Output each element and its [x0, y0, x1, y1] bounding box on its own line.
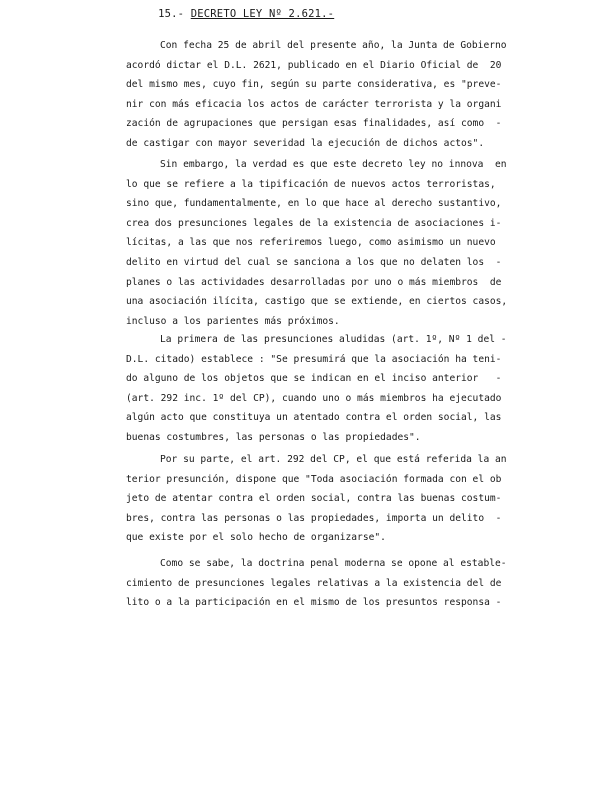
text-line: acordó dictar el D.L. 2621, publicado en el Diario Oficial de 20	[126, 59, 502, 71]
text-line: do alguno de los objetos que se indican en el inciso anterior -	[126, 373, 502, 385]
text-line: incluso a los parientes más próximos.	[126, 315, 340, 327]
text-line: zación de agrupaciones que persigan esas finalidades, así como -	[126, 118, 502, 130]
text-line: una asociación ilícita, castigo que se extiende, en ciertos casos,	[126, 296, 508, 308]
text-line: buenas costumbres, las personas o las propiedades".	[126, 431, 421, 443]
paragraph-4	[126, 450, 566, 548]
text-line: Con fecha 25 de abril del presente año, la Junta de Gobierno	[160, 40, 507, 51]
text-line: Sin embargo, la verdad es que este decreto ley no innova en	[160, 159, 507, 170]
text-line: planes o las actividades desarrolladas por uno o más miembros de	[126, 276, 502, 288]
text-line: D.L. citado) establece : "Se presumirá que la asociación ha teni-	[126, 353, 502, 365]
section-title: DECRETO LEY Nº 2.621.-	[190, 8, 335, 20]
text-line: lito o a la participación en el mismo de los presuntos responsa -	[126, 597, 502, 609]
paragraph-5	[126, 554, 566, 613]
text-line: lícitas, a las que nos referiremos luego, como asimismo un nuevo	[126, 237, 496, 249]
text-line: delito en virtud del cual se sanciona a los que no delaten los -	[126, 256, 502, 268]
paragraph-1	[126, 36, 566, 154]
section-number: 15.-	[158, 8, 185, 20]
text-line: nir con más eficacia los actos de carácter terrorista y la organi	[126, 98, 502, 110]
text-line: crea dos presunciones legales de la existencia de asociaciones i-	[126, 217, 502, 229]
text-line: sino que, fundamentalmente, en lo que hace al derecho sustantivo,	[126, 198, 502, 210]
text-line: La primera de las presunciones aludidas (art. 1º, Nº 1 del -	[160, 334, 507, 345]
text-line: bres, contra las personas o las propiedades, importa un delito -	[126, 512, 502, 524]
paragraph-2	[126, 155, 566, 331]
text-line: de castigar con mayor severidad la ejecución de dichos actos".	[126, 137, 485, 149]
text-line: jeto de atentar contra el orden social, contra las buenas costum-	[126, 493, 502, 505]
text-line: que existe por el solo hecho de organizarse".	[126, 532, 386, 544]
paragraph-3	[126, 330, 566, 448]
text-line: (art. 292 inc. 1º del CP), cuando uno o más miembros ha ejecutado	[126, 392, 502, 404]
text-line: Por su parte, el art. 292 del CP, el que está referida la an	[160, 454, 507, 465]
text-line: Como se sabe, la doctrina penal moderna se opone al estable-	[160, 558, 507, 569]
section-heading	[132, 0, 334, 32]
text-line: cimiento de presunciones legales relativas a la existencia del de	[126, 577, 502, 589]
text-line: lo que se refiere a la tipificación de nuevos actos terroristas,	[126, 178, 496, 190]
text-line: algún acto que constituya un atentado contra el orden social, las	[126, 412, 502, 424]
text-line: del mismo mes, cuyo fin, según su parte considerativa, es "preve-	[126, 79, 502, 91]
text-line: terior presunción, dispone que "Toda asociación formada con el ob	[126, 473, 502, 485]
